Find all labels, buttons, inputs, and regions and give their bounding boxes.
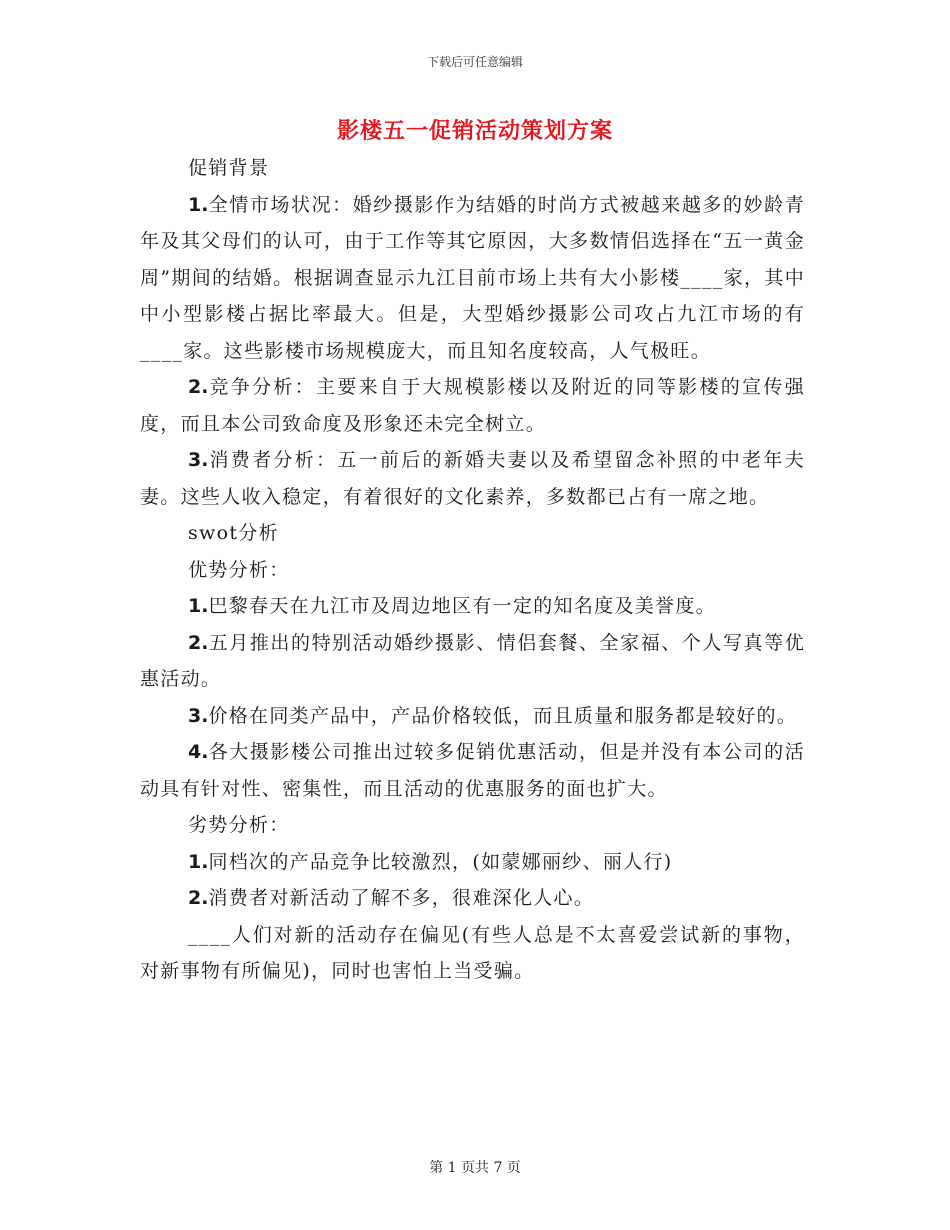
document-body (140, 150, 805, 990)
paragraph-background-heading: 促销背景 (188, 157, 270, 179)
document-title: 影楼五一促销活动策划方案 (336, 118, 613, 144)
paragraph-competition-analysis: 2.竞争分析：主要来自于大规模影楼以及附近的同等影楼的宣传强度，而且本公司致命度及形象还未完全树立。 (140, 376, 805, 435)
paragraph-consumer-analysis: 3.消费者分析：五一前后的新婚夫妻以及希望留念补照的中老年夫妻。这些人收入稳定，有着很好的文化素养，多数都已占有一席之地。 (140, 449, 805, 508)
paragraph-strength-1: 1.巴黎春天在九江市及周边地区有一定的知名度及美誉度。 (188, 595, 716, 617)
paragraph-strength-3: 3.价格在同类产品中，产品价格较低，而且质量和服务都是较好的。 (188, 704, 798, 727)
paragraph-market-status: 1.全情市场状况：婚纱摄影作为结婚的时尚方式被越来越多的妙龄青年及其父母们的认可，由于工作等其它原因，大多数情侣选择在“五一黄金周”期间的结婚。根据调查显示九江目前市场上共有大小影楼____家，其中中小型影楼占据比率最大。但是，大型婚纱摄影公司攻占九江市场的有____家。这些影楼市场规模庞大，而且知名度较高，人气极旺。 (140, 193, 805, 362)
paragraph-strength-4: 4.各大摄影楼公司推出过较多促销优惠活动，但是并没有本公司的活动具有针对性、密集性，而且活动的优惠服务的面也扩大。 (140, 741, 805, 800)
page-footer: 第 1 页共 7 页 (429, 1160, 521, 1176)
paragraph-strength-2: 2.五月推出的特别活动婚纱摄影、情侣套餐、全家福、个人写真等优惠活动。 (140, 631, 805, 690)
paragraph-strengths-heading: 优势分析： (188, 558, 290, 581)
paragraph-swot-heading: swot分析 (188, 522, 279, 544)
paragraph-weakness-2: 2.消费者对新活动了解不多，很难深化人心。 (188, 887, 595, 909)
paragraph-weakness-3: ____人们对新的活动存在偏见(有些人总是不太喜爱尝试新的事物，对新事物有所偏见)，同时也害怕上当受骗。 (140, 923, 805, 982)
paragraph-weaknesses-heading: 劣势分析： (188, 814, 290, 836)
paragraph-weakness-1: 1.同档次的产品竞争比较激烈，(如蒙娜丽纱、丽人行) (188, 850, 673, 873)
page-header-note: 下载后可任意编辑 (426, 55, 523, 69)
